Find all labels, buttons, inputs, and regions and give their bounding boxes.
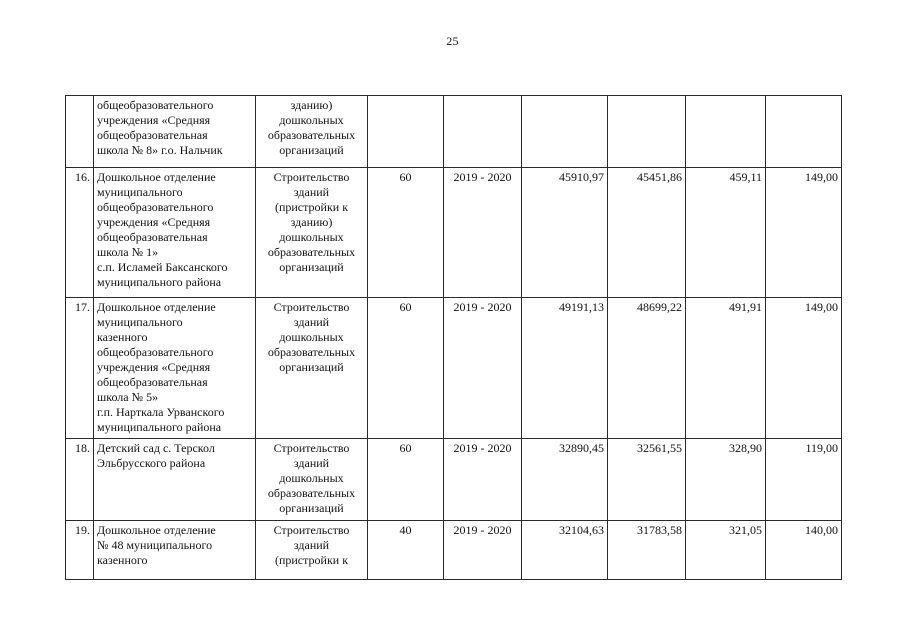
total-cell: 32890,45: [522, 439, 608, 521]
object-name-line: общеобразовательного: [97, 200, 214, 214]
purpose-line: зданию): [290, 98, 333, 112]
page-number: 25: [446, 34, 459, 48]
total-cell: 45910,97: [522, 168, 608, 298]
purpose-line: зданию): [290, 215, 333, 229]
table-row: [66, 168, 842, 298]
purpose-line: Строительство: [273, 300, 350, 314]
object-name-cell: [94, 521, 256, 580]
table-row: [66, 96, 842, 168]
object-name-cell: [94, 168, 256, 298]
purpose-line: организаций: [279, 360, 344, 374]
purpose-line: зданий: [293, 538, 330, 552]
purpose-line: (пристройки к: [274, 200, 349, 214]
cost-cell: 149,00: [766, 168, 842, 298]
table-row: [66, 439, 842, 521]
object-name-line: с.п. Исламей Баксанского: [97, 260, 228, 274]
row-number: [66, 96, 94, 168]
period-cell: 2019 - 2020: [444, 439, 522, 521]
cost-cell: 119,00: [766, 439, 842, 521]
regional-cell: 459,11: [686, 168, 766, 298]
object-name-line: школа № 1»: [97, 245, 159, 259]
purpose-line: образовательных: [267, 128, 356, 142]
cost-cell: 149,00: [766, 298, 842, 439]
purpose-line: Строительство: [273, 170, 350, 184]
purpose-line: организаций: [279, 143, 344, 157]
purpose-line: Строительство: [273, 523, 350, 537]
table-row: [66, 521, 842, 580]
cost-cell: [766, 96, 842, 168]
row-number: 19.: [66, 521, 94, 580]
purpose-cell: [256, 96, 368, 168]
cost-cell: 140,00: [766, 521, 842, 580]
purpose-line: организаций: [279, 260, 344, 274]
object-name-line: учреждения «Средняя: [97, 113, 211, 127]
purpose-line: зданий: [293, 315, 330, 329]
object-name-line: Дошкольное отделение: [97, 300, 216, 314]
purpose-line: дошкольных: [279, 471, 344, 485]
purpose-line: зданий: [293, 456, 330, 470]
object-name-line: Дошкольное отделение: [97, 523, 216, 537]
total-cell: 49191,13: [522, 298, 608, 439]
row-number: 18.: [66, 439, 94, 521]
regional-cell: 321,05: [686, 521, 766, 580]
purpose-line: дошкольных: [279, 113, 344, 127]
object-name-line: общеобразовательная: [97, 375, 208, 389]
period-cell: 2019 - 2020: [444, 521, 522, 580]
object-name-line: общеобразовательного: [97, 98, 214, 112]
object-name-line: школа № 5»: [97, 390, 159, 404]
regional-cell: 328,90: [686, 439, 766, 521]
federal-cell: 32561,55: [608, 439, 686, 521]
purpose-cell: [256, 168, 368, 298]
purpose-line: дошкольных: [279, 230, 344, 244]
purpose-line: организаций: [279, 501, 344, 515]
regional-cell: [686, 96, 766, 168]
purpose-line: Строительство: [273, 441, 350, 455]
purpose-line: образовательных: [267, 486, 356, 500]
purpose-line: (пристройки к: [274, 553, 349, 567]
object-name-line: казенного: [97, 553, 148, 567]
purpose-line: образовательных: [267, 345, 356, 359]
object-name-line: муниципального: [97, 315, 183, 329]
objects-table: [65, 95, 842, 580]
object-name-line: муниципального района: [97, 275, 222, 289]
purpose-cell: [256, 521, 368, 580]
purpose-cell: [256, 439, 368, 521]
object-name-line: учреждения «Средняя: [97, 215, 211, 229]
object-name-line: г.п. Нарткала Урванского: [97, 405, 225, 419]
object-name-line: Детский сад с. Терскол: [97, 441, 215, 455]
capacity-cell: 60: [368, 298, 444, 439]
object-name-line: № 48 муниципального: [97, 538, 213, 552]
object-name-line: Дошкольное отделение: [97, 170, 216, 184]
row-number: 17.: [66, 298, 94, 439]
period-cell: 2019 - 2020: [444, 168, 522, 298]
purpose-line: образовательных: [267, 245, 356, 259]
object-name-line: муниципального района: [97, 420, 222, 434]
federal-cell: 48699,22: [608, 298, 686, 439]
federal-cell: [608, 96, 686, 168]
purpose-line: зданий: [293, 185, 330, 199]
table-row: [66, 298, 842, 439]
purpose-line: дошкольных: [279, 330, 344, 344]
capacity-cell: 40: [368, 521, 444, 580]
object-name-cell: [94, 298, 256, 439]
period-cell: [444, 96, 522, 168]
regional-cell: 491,91: [686, 298, 766, 439]
capacity-cell: 60: [368, 439, 444, 521]
federal-cell: 31783,58: [608, 521, 686, 580]
purpose-cell: [256, 298, 368, 439]
object-name-line: общеобразовательного: [97, 345, 214, 359]
object-name-cell: [94, 96, 256, 168]
row-number: 16.: [66, 168, 94, 298]
object-name-line: общеобразовательная: [97, 128, 208, 142]
object-name-cell: [94, 439, 256, 521]
period-cell: 2019 - 2020: [444, 298, 522, 439]
capacity-cell: [368, 96, 444, 168]
federal-cell: 45451,86: [608, 168, 686, 298]
object-name-line: казенного: [97, 330, 148, 344]
object-name-line: Эльбрусского района: [97, 456, 206, 470]
object-name-line: школа № 8» г.о. Нальчик: [97, 143, 223, 157]
total-cell: [522, 96, 608, 168]
total-cell: 32104,63: [522, 521, 608, 580]
capacity-cell: 60: [368, 168, 444, 298]
object-name-line: общеобразовательная: [97, 230, 208, 244]
object-name-line: муниципального: [97, 185, 183, 199]
object-name-line: учреждения «Средняя: [97, 360, 211, 374]
table-body: [66, 96, 842, 580]
